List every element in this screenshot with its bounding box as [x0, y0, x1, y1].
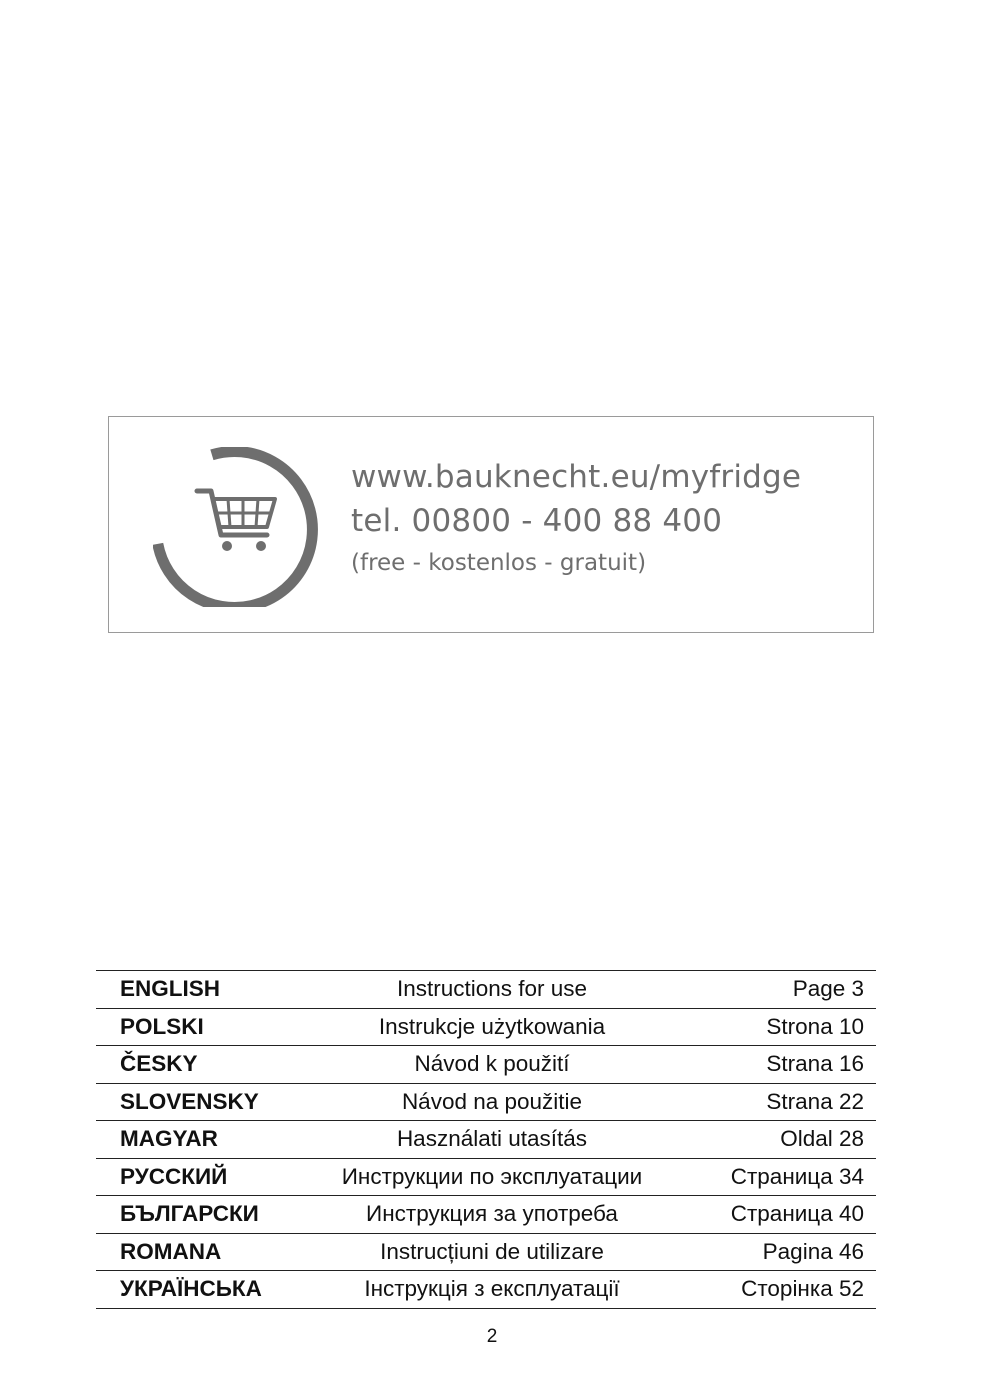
table-row — [96, 1084, 876, 1122]
language-contents-table — [96, 970, 876, 1309]
banner-free-note: (free - kostenlos - gratuit) — [351, 550, 647, 576]
page-number: 2 — [486, 1326, 498, 1347]
page-reference: Страница 40 — [730, 1201, 864, 1226]
language-name: ROMANA — [120, 1238, 222, 1264]
section-title: Használati utasítás — [396, 1126, 588, 1151]
language-name: УКРАЇНСЬКА — [120, 1276, 262, 1301]
language-name: ENGLISH — [120, 976, 221, 1001]
language-name: БЪЛГАРСКИ — [120, 1201, 259, 1226]
section-title: Instrukcje użytkowania — [378, 1013, 606, 1039]
page-reference: Страница 34 — [730, 1163, 864, 1189]
language-name: РУССКИЙ — [120, 1163, 228, 1189]
page-reference: Strona 10 — [766, 1013, 864, 1039]
table-row — [96, 1159, 876, 1197]
page-reference: Сторінка 52 — [741, 1276, 864, 1301]
table-row — [96, 1196, 876, 1234]
table-row — [96, 971, 876, 1009]
table-row — [96, 1271, 876, 1309]
page-reference: Strana 16 — [766, 1051, 864, 1076]
contact-banner — [108, 416, 874, 633]
language-name: POLSKI — [120, 1013, 204, 1039]
page-reference: Strana 22 — [766, 1088, 864, 1114]
table-row — [96, 1121, 876, 1159]
language-name: SLOVENSKY — [120, 1088, 259, 1114]
section-title: Инструкция за употреба — [366, 1201, 618, 1226]
table-row — [96, 1009, 876, 1047]
section-title: Instructions for use — [396, 976, 588, 1001]
section-title: Инструкции по эксплуатации — [341, 1163, 643, 1189]
table-row — [96, 1046, 876, 1084]
shopping-cart-logo-icon — [153, 447, 319, 607]
table-row — [96, 1234, 876, 1272]
section-title: Návod k použití — [414, 1051, 570, 1076]
page-reference: Page 3 — [792, 976, 864, 1001]
banner-phone-number: tel. 00800 - 400 88 400 — [351, 503, 723, 539]
section-title: Instrucțiuni de utilizare — [380, 1238, 604, 1264]
page-reference: Pagina 46 — [762, 1238, 864, 1264]
language-name: MAGYAR — [120, 1126, 218, 1151]
section-title: Návod na použitie — [401, 1088, 583, 1114]
language-name: ČESKY — [120, 1051, 198, 1076]
page-reference: Oldal 28 — [780, 1126, 864, 1151]
banner-contact-text — [351, 455, 801, 583]
banner-website-url[interactable]: www.bauknecht.eu/myfridge — [351, 459, 802, 495]
section-title: Інструкція з експлуатації — [364, 1276, 620, 1301]
